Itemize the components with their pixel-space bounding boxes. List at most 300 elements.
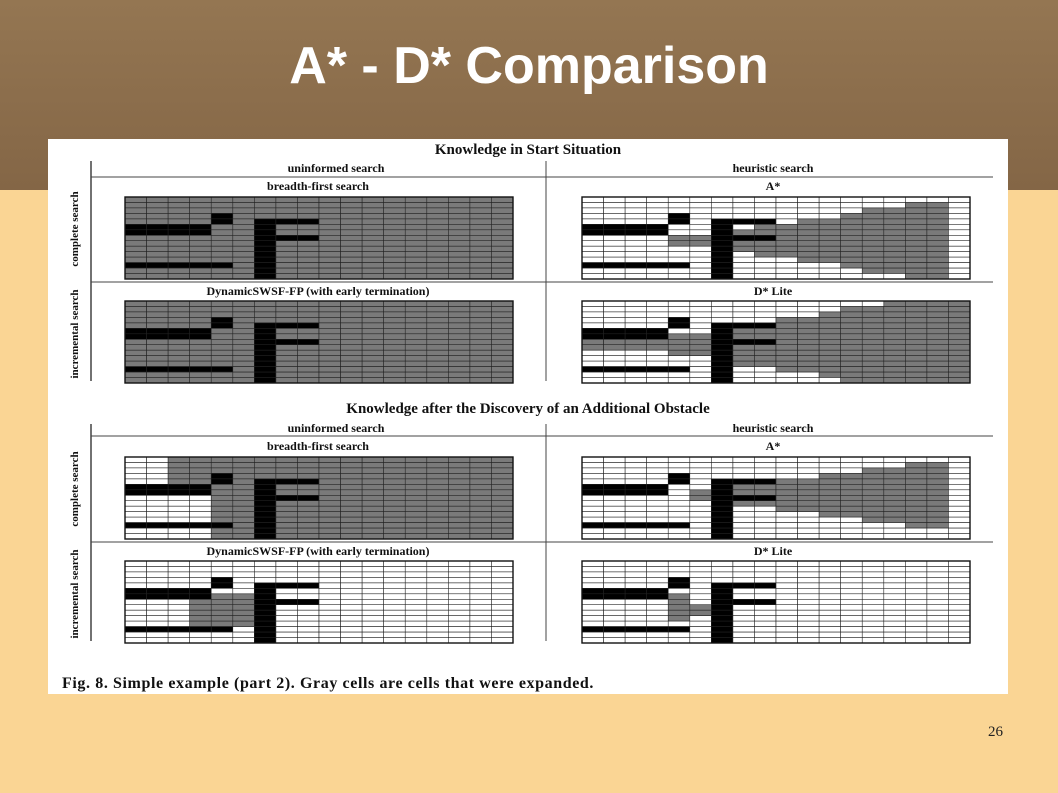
grid-cell	[733, 588, 755, 594]
grid-cell	[668, 490, 690, 496]
grid-cell	[668, 246, 690, 252]
grid-cell	[862, 224, 884, 230]
grid-cell	[233, 523, 255, 529]
figure-caption: Fig. 8. Simple example (part 2). Gray cells are cells that were expanded.	[62, 675, 595, 692]
grid-cell	[819, 274, 841, 280]
grid-cell	[168, 301, 190, 307]
grid-cell	[841, 219, 863, 225]
grid-cell	[711, 583, 733, 589]
grid-cell	[125, 561, 147, 567]
grid-cell	[647, 257, 669, 263]
grid-cell	[582, 495, 604, 501]
grid-cell	[427, 197, 449, 203]
grid-cell	[470, 479, 492, 485]
grid-cell	[491, 372, 513, 378]
panel-label-dswsf-start: DynamicSWSF-FP (with early termination)	[206, 284, 430, 298]
grid-cell	[211, 632, 233, 638]
grid-cell	[905, 594, 927, 600]
grid-cell	[405, 252, 427, 258]
grid-cell	[254, 350, 276, 356]
grid-cell	[754, 457, 776, 463]
grid-cell	[625, 610, 647, 616]
grid-cell	[384, 473, 406, 479]
grid-cell	[384, 523, 406, 529]
grid-cell	[147, 473, 169, 479]
grid-cell	[625, 577, 647, 583]
grid-cell	[733, 490, 755, 496]
grid-cell	[319, 588, 341, 594]
grid-cell	[948, 361, 970, 367]
grid-cell	[927, 501, 949, 507]
grid-cell	[582, 203, 604, 209]
grid-cell	[948, 241, 970, 247]
grid-cell	[190, 323, 212, 329]
grid-cell	[668, 235, 690, 241]
grid-cell	[776, 307, 798, 313]
grid-cell	[690, 307, 712, 313]
grid-cell	[604, 203, 626, 209]
grid-cell	[582, 632, 604, 638]
grid-cell	[297, 350, 319, 356]
grid-cell	[147, 501, 169, 507]
grid-cell	[884, 627, 906, 633]
grid-cell	[470, 263, 492, 269]
grid-cell	[948, 356, 970, 362]
row-label-incremental-bottom: incremental search	[69, 549, 81, 639]
grid-cell	[884, 638, 906, 644]
grid-cell	[711, 334, 733, 340]
grid-cell	[754, 621, 776, 627]
grid-cell	[319, 263, 341, 269]
grid-cell	[405, 583, 427, 589]
grid-cell	[711, 517, 733, 523]
grid-cell	[384, 605, 406, 611]
grid-cell	[582, 534, 604, 540]
grid-cell	[905, 567, 927, 573]
grid-cell	[690, 638, 712, 644]
grid-cell	[841, 610, 863, 616]
grid-cell	[862, 501, 884, 507]
grid-cell	[384, 506, 406, 512]
grid-cell	[405, 501, 427, 507]
grid-cell	[319, 594, 341, 600]
grid-cell	[776, 588, 798, 594]
grid-cell	[948, 512, 970, 518]
grid-cell	[233, 367, 255, 373]
grid-cell	[470, 328, 492, 334]
grid-cell	[168, 583, 190, 589]
grid-cell	[905, 378, 927, 384]
grid-cell	[884, 224, 906, 230]
grid-cell	[862, 328, 884, 334]
grid-cell	[647, 583, 669, 589]
grid-cell	[647, 252, 669, 258]
grid-cell	[168, 213, 190, 219]
grid-cell	[470, 632, 492, 638]
grid-cell	[604, 252, 626, 258]
grid-cell	[276, 339, 298, 345]
grid-cell	[147, 599, 169, 605]
grid-cell	[276, 323, 298, 329]
grid-cell	[491, 561, 513, 567]
grid-cell	[733, 345, 755, 351]
grid-cell	[362, 350, 384, 356]
grid-cell	[319, 328, 341, 334]
grid-cell	[798, 610, 820, 616]
grid-cell	[211, 197, 233, 203]
grid-cell	[711, 501, 733, 507]
grid-cell	[711, 495, 733, 501]
grid-cell	[233, 561, 255, 567]
grid-cell	[733, 268, 755, 274]
grid-cell	[647, 246, 669, 252]
grid-cell	[841, 274, 863, 280]
grid-cell	[927, 203, 949, 209]
grid-cell	[884, 583, 906, 589]
grid-cell	[168, 517, 190, 523]
grid-cell	[841, 501, 863, 507]
grid-cell	[211, 599, 233, 605]
grid-cell	[448, 479, 470, 485]
grid-cell	[491, 577, 513, 583]
grid-cell	[448, 252, 470, 258]
grid-cell	[884, 367, 906, 373]
grid-cell	[147, 638, 169, 644]
grid-cell	[211, 263, 233, 269]
grid-cell	[948, 501, 970, 507]
grid-cell	[733, 495, 755, 501]
grid-cell	[841, 350, 863, 356]
grid-cell	[341, 246, 363, 252]
grid-cell	[604, 345, 626, 351]
grid-cell	[711, 263, 733, 269]
grid-cell	[647, 378, 669, 384]
grid-cell	[491, 307, 513, 313]
grid-cell	[668, 621, 690, 627]
grid-cell	[147, 594, 169, 600]
grid-cell	[319, 528, 341, 534]
grid-cell	[582, 246, 604, 252]
grid-cell	[862, 301, 884, 307]
grid-cell	[754, 213, 776, 219]
grid-cell	[884, 378, 906, 384]
grid-cell	[927, 616, 949, 622]
grid-cell	[168, 523, 190, 529]
grid-cell	[254, 605, 276, 611]
grid-cell	[168, 197, 190, 203]
grid-cell	[448, 627, 470, 633]
grid-cell	[798, 372, 820, 378]
grid-cell	[819, 610, 841, 616]
grid-cell	[491, 534, 513, 540]
grid-cell	[211, 616, 233, 622]
grid-cell	[711, 312, 733, 318]
grid-cell	[211, 219, 233, 225]
grid-cell	[362, 621, 384, 627]
grid-cell	[233, 356, 255, 362]
grid-cell	[905, 632, 927, 638]
grid-cell	[276, 534, 298, 540]
grid-cell	[862, 350, 884, 356]
grid-cell	[948, 632, 970, 638]
grid-cell	[125, 345, 147, 351]
grid-cell	[125, 307, 147, 313]
grid-cell	[341, 274, 363, 280]
grid-cell	[776, 572, 798, 578]
grid-cell	[905, 307, 927, 313]
grid-cell	[711, 317, 733, 323]
grid-cell	[668, 263, 690, 269]
grid-cell	[625, 599, 647, 605]
grid-cell	[125, 512, 147, 518]
grid-cell	[582, 252, 604, 258]
grid-cell	[733, 241, 755, 247]
grid-cell	[147, 339, 169, 345]
grid-cell	[582, 263, 604, 269]
grid-cell	[233, 197, 255, 203]
grid-cell	[711, 307, 733, 313]
grid-cell	[690, 501, 712, 507]
grid-cell	[647, 334, 669, 340]
grid-cell	[668, 583, 690, 589]
grid-cell	[905, 208, 927, 214]
grid-cell	[668, 257, 690, 263]
grid-cell	[384, 328, 406, 334]
grid-cell	[754, 561, 776, 567]
grid-cell	[927, 495, 949, 501]
grid-cell	[427, 473, 449, 479]
grid-cell	[362, 599, 384, 605]
grid-cell	[427, 367, 449, 373]
grid-cell	[125, 328, 147, 334]
grid-cell	[319, 490, 341, 496]
grid-cell	[233, 501, 255, 507]
grid-cell	[819, 312, 841, 318]
grid-cell	[147, 517, 169, 523]
grid-cell	[190, 506, 212, 512]
grid-cell	[190, 257, 212, 263]
grid-cell	[776, 257, 798, 263]
grid-cell	[862, 610, 884, 616]
grid-cell	[733, 599, 755, 605]
grid-cell	[125, 252, 147, 258]
grid-cell	[233, 246, 255, 252]
grid-cell	[168, 350, 190, 356]
grid-cell	[147, 241, 169, 247]
grid-cell	[125, 490, 147, 496]
grid-cell	[798, 534, 820, 540]
grid-cell	[776, 632, 798, 638]
grid-cell	[491, 501, 513, 507]
grid-cell	[776, 495, 798, 501]
grid-cell	[690, 561, 712, 567]
grid-cell	[604, 572, 626, 578]
grid-cell	[927, 339, 949, 345]
grid-cell	[948, 372, 970, 378]
grid-cell	[341, 517, 363, 523]
grid-cell	[733, 301, 755, 307]
grid-cell	[690, 577, 712, 583]
grid-cell	[341, 610, 363, 616]
grid-cell	[647, 490, 669, 496]
grid-cell	[319, 463, 341, 469]
grid-cell	[211, 501, 233, 507]
grid-cell	[297, 356, 319, 362]
grid-cell	[470, 224, 492, 230]
grid-cell	[819, 246, 841, 252]
grid-cell	[168, 312, 190, 318]
grid-cell	[470, 517, 492, 523]
grid-cell	[276, 567, 298, 573]
grid-cell	[147, 235, 169, 241]
grid-cell	[690, 339, 712, 345]
grid-cell	[647, 268, 669, 274]
grid-cell	[190, 213, 212, 219]
grid-cell	[341, 534, 363, 540]
grid-cell	[427, 372, 449, 378]
grid-cell	[690, 506, 712, 512]
grid-cell	[254, 463, 276, 469]
grid-cell	[841, 328, 863, 334]
grid-cell	[297, 230, 319, 236]
grid-cell	[211, 610, 233, 616]
grid-cell	[491, 457, 513, 463]
grid-cell	[147, 312, 169, 318]
grid-cell	[711, 638, 733, 644]
grid-cell	[233, 334, 255, 340]
grid-cell	[319, 246, 341, 252]
grid-cell	[297, 241, 319, 247]
grid-cell	[319, 506, 341, 512]
grid-cell	[841, 312, 863, 318]
grid-cell	[147, 334, 169, 340]
grid-cell	[884, 528, 906, 534]
grid-cell	[190, 235, 212, 241]
grid-cell	[668, 517, 690, 523]
grid-cell	[841, 224, 863, 230]
grid-cell	[647, 203, 669, 209]
grid-cell	[905, 356, 927, 362]
grid-cell	[211, 621, 233, 627]
grid-cell	[448, 463, 470, 469]
grid-cell	[233, 307, 255, 313]
grid-cell	[427, 241, 449, 247]
grid-cell	[211, 479, 233, 485]
grid-cell	[905, 317, 927, 323]
grid-cell	[384, 252, 406, 258]
grid-cell	[125, 378, 147, 384]
grid-cell	[297, 632, 319, 638]
grid-cell	[776, 241, 798, 247]
grid-cell	[254, 484, 276, 490]
grid-cell	[276, 328, 298, 334]
grid-cell	[297, 235, 319, 241]
grid-cell	[211, 506, 233, 512]
grid-cell	[147, 583, 169, 589]
grid-cell	[582, 208, 604, 214]
grid-cell	[927, 583, 949, 589]
grid-cell	[362, 268, 384, 274]
grid-cell	[582, 268, 604, 274]
grid-cell	[168, 610, 190, 616]
grid-cell	[427, 523, 449, 529]
grid-cell	[819, 252, 841, 258]
grid-cell	[190, 490, 212, 496]
grid-cell	[491, 317, 513, 323]
grid-cell	[147, 307, 169, 313]
grid-cell	[776, 224, 798, 230]
grid-cell	[582, 457, 604, 463]
grid-cell	[819, 605, 841, 611]
grid-cell	[362, 252, 384, 258]
grid-cell	[582, 361, 604, 367]
grid-cell	[470, 473, 492, 479]
grid-cell	[384, 235, 406, 241]
grid-cell	[905, 323, 927, 329]
grid-cell	[448, 317, 470, 323]
grid-cell	[884, 577, 906, 583]
grid-cell	[604, 523, 626, 529]
grid-cell	[427, 534, 449, 540]
grid-cell	[427, 339, 449, 345]
grid-cell	[341, 307, 363, 313]
panel-label-astar-after: A*	[765, 439, 781, 453]
grid-cell	[690, 301, 712, 307]
grid-cell	[776, 594, 798, 600]
grid-cell	[625, 632, 647, 638]
grid-cell	[470, 463, 492, 469]
grid-cell	[647, 599, 669, 605]
grid-cell	[905, 263, 927, 269]
grid-cell	[841, 484, 863, 490]
grid-cell	[948, 599, 970, 605]
grid-cell	[647, 312, 669, 318]
grid-cell	[647, 197, 669, 203]
grid-cell	[690, 616, 712, 622]
grid-cell	[776, 350, 798, 356]
grid-cell	[405, 594, 427, 600]
grid-cell	[711, 512, 733, 518]
grid-cell	[491, 583, 513, 589]
grid-cell	[819, 203, 841, 209]
grid-cell	[582, 235, 604, 241]
grid-cell	[211, 268, 233, 274]
grid-cell	[690, 328, 712, 334]
grid-cell	[604, 317, 626, 323]
grid-cell	[427, 328, 449, 334]
grid-cell	[754, 339, 776, 345]
grid-cell	[927, 213, 949, 219]
grid-cell	[582, 490, 604, 496]
grid-cell	[190, 301, 212, 307]
grid-cell	[841, 203, 863, 209]
grid-cell	[491, 323, 513, 329]
grid-cell	[862, 638, 884, 644]
grid-cell	[427, 490, 449, 496]
grid-cell	[668, 219, 690, 225]
grid-cell	[125, 479, 147, 485]
grid-cell	[190, 203, 212, 209]
grid-cell	[384, 512, 406, 518]
grid-cell	[841, 506, 863, 512]
grid-cell	[798, 501, 820, 507]
grid-cell	[711, 235, 733, 241]
grid-cell	[647, 577, 669, 583]
grid-cell	[233, 583, 255, 589]
grid-cell	[491, 334, 513, 340]
grid-cell	[711, 572, 733, 578]
grid-cell	[125, 463, 147, 469]
